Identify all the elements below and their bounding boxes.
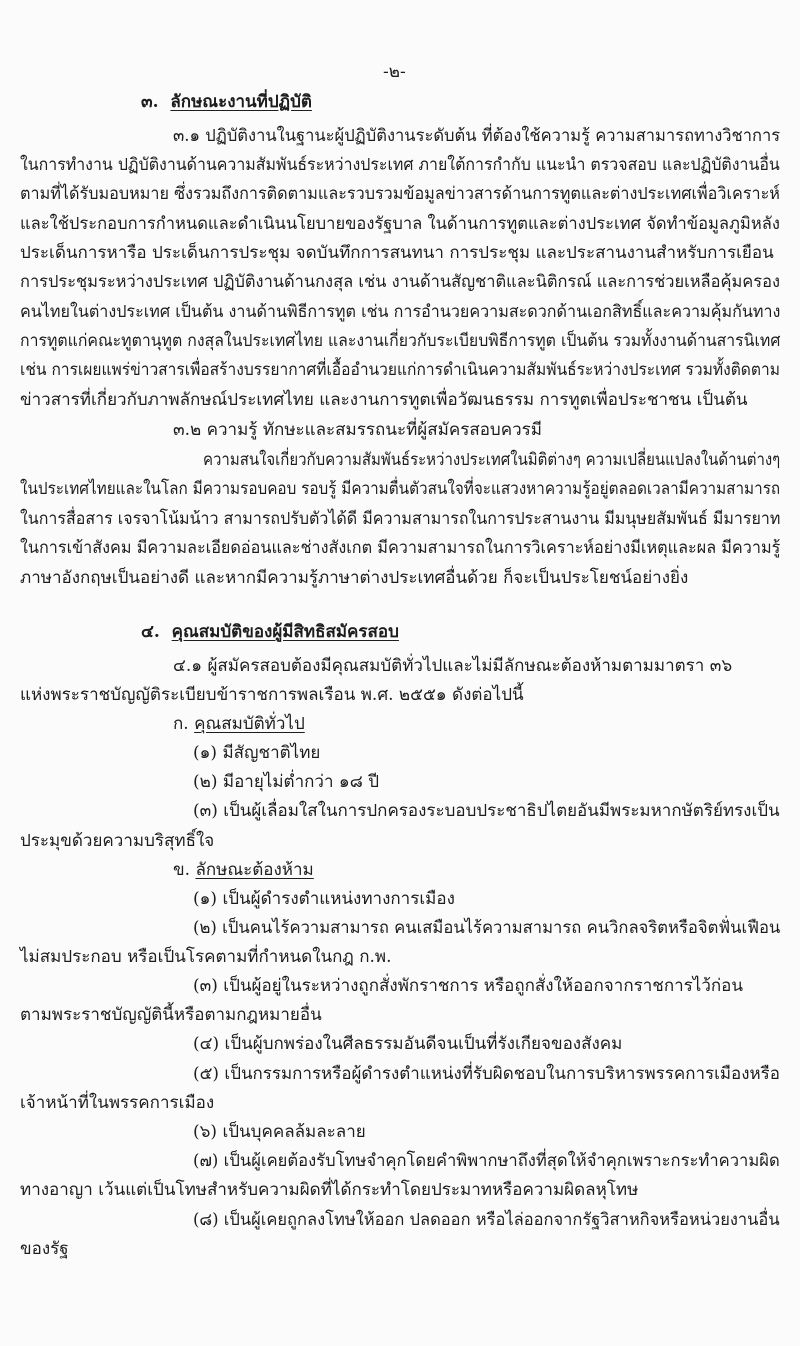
s3-p1-line: ประเด็นการหารือ ประเด็นการประชุม จดบันทึกการสนทนา การประชุม และประสานงานสำหรับการเยือน <box>20 243 774 263</box>
s3-p2-line: ภาษาอังกฤษเป็นอย่างดี และหากมีความรู้ภาษาต่างประเทศอื่นด้วย ก็จะเป็นประโยชน์อย่างยิ่ง <box>20 568 689 588</box>
general-prefix: ก. <box>173 714 189 734</box>
prohibited-item: (๑) เป็นผู้ดำรงตำแหน่งทางการเมือง <box>193 889 455 909</box>
s3-p2-line: ในประเทศไทยและในโลก มีความรอบคอบ รอบรู้ มีความตื่นตัวสนใจที่จะแสวงหาความรู้อยู่ตลอดเวลามีความสามารถ <box>20 479 781 499</box>
prohibited-title: ลักษณะต้องห้าม <box>195 860 314 880</box>
section3-heading <box>141 92 312 112</box>
prohibited-item: (๓) เป็นผู้อยู่ในระหว่างถูกสั่งพักราชการ หรือถูกสั่งให้ออกจากราชการไว้ก่อน <box>193 976 744 996</box>
prohibited-item: (๘) เป็นผู้เคยถูกลงโทษให้ออก ปลดออก หรือไล่ออกจากรัฐวิสาหกิจหรือหน่วยงานอื่น <box>193 1210 780 1230</box>
s3-p1-line: ข่าวสารที่เกี่ยวกับภาพลักษณ์ประเทศไทย และงานการทูตเพื่อวัฒนธรรม การทูตเพื่อประชาชน เป็นต้น <box>20 390 748 410</box>
general-item: (๓) เป็นผู้เลื่อมใสในการปกครองระบอบประชาธิปไตยอันมีพระมหากษัตริย์ทรงเป็น <box>193 801 780 821</box>
section3-number: ๓. <box>141 92 159 112</box>
prohibited-item: (๖) เป็นบุคคลล้มละลาย <box>193 1122 366 1142</box>
prohibited-item-cont: ทางอาญา เว้นแต่เป็นโทษสำหรับความผิดที่ได้กระทำโดยประมาทหรือความผิดลหุโทษ <box>20 1180 639 1200</box>
general-item: (๒) มีอายุไม่ต่ำกว่า ๑๘ ปี <box>193 772 380 792</box>
s3-p1-line: การทูตแก่คณะทูตานุทูต กงสุลในประเทศไทย และงานเกี่ยวกับระเบียบพิธีการทูต เป็นต้น รวมทั้งงานด้านสารนิเทศ <box>20 331 781 351</box>
s4-intro-line: ๔.๑ ผู้สมัครสอบต้องมีคุณสมบัติทั่วไปและไม่มีลักษณะต้องห้ามตามมาตรา ๓๖ <box>173 656 733 676</box>
prohibited-prefix: ข. <box>173 860 191 880</box>
section4-heading <box>141 622 399 642</box>
general-item: (๑) มีสัญชาติไทย <box>193 743 321 763</box>
prohibited-item: (๕) เป็นกรรมการหรือผู้ดำรงตำแหน่งที่รับผิดชอบในการบริหารพรรคการเมืองหรือ <box>193 1064 780 1084</box>
s3-p2-title: ๓.๒ ความรู้ ทักษะและสมรรถนะที่ผู้สมัครสอบควรมี <box>173 420 542 440</box>
s3-p1-line: ตามที่ได้รับมอบหมาย ซึ่งรวมถึงการติดตามและรวบรวมข้อมูลข่าวสารด้านการทูตและต่างประเทศเพื่อวิเคราะห์ <box>20 184 780 204</box>
prohibited-item-cont: ตามพระราชบัญญัตินี้หรือตามกฎหมายอื่น <box>20 1005 322 1025</box>
prohibited-item-cont: ไม่สมประกอบ หรือเป็นโรคตามที่กำหนดในกฎ ก.พ. <box>20 947 392 967</box>
prohibited-item: (๗) เป็นผู้เคยต้องรับโทษจำคุกโดยคำพิพากษาถึงที่สุดให้จำคุกเพราะกระทำความผิด <box>193 1151 780 1171</box>
page-number: -๒- <box>383 62 406 82</box>
s3-p2-line: ความสนใจเกี่ยวกับความสัมพันธ์ระหว่างประเทศในมิติต่างๆ ความเปลี่ยนแปลงในด้านต่างๆ <box>203 450 781 470</box>
s4-intro-line: แห่งพระราชบัญญัติระเบียบข้าราชการพลเรือน พ.ศ. ๒๕๕๑ ดังต่อไปนี้ <box>20 685 524 705</box>
prohibited-item-cont: ของรัฐ <box>20 1239 69 1259</box>
s3-p1-line: คนไทยในต่างประเทศ เป็นต้น งานด้านพิธีการทูต เช่น การอำนวยความสะดวกด้านเอกสิทธิ์และความคุ้มกันทาง <box>20 302 781 322</box>
prohibited-item-cont: เจ้าหน้าที่ในพรรคการเมือง <box>20 1093 215 1113</box>
section4-number: ๔. <box>141 622 160 642</box>
s3-p1-line: ๓.๑ ปฏิบัติงานในฐานะผู้ปฏิบัติงานระดับต้น ที่ต้องใช้ความรู้ ความสามารถทางวิชาการ <box>173 126 781 146</box>
general-item-cont: ประมุขด้วยความบริสุทธิ์ใจ <box>20 831 215 851</box>
s3-p1-line: ในการทำงาน ปฏิบัติงานด้านความสัมพันธ์ระหว่างประเทศ ภายใต้การกำกับ แนะนำ ตรวจสอบ และปฏิบัติงานอื่น <box>20 155 780 175</box>
s3-p1-line: การประชุมระหว่างประเทศ ปฏิบัติงานด้านกงสุล เช่น งานด้านสัญชาติและนิติกรณ์ และการช่วยเหลือคุ้มครอง <box>20 272 780 292</box>
s3-p2-line: ในการสื่อสาร เจรจาโน้มน้าว สามารถปรับตัวได้ดี มีความสามารถในการประสานงาน มีมนุษยสัมพันธ์ มีมารยาท <box>20 509 781 529</box>
general-title: คุณสมบัติทั่วไป <box>194 714 305 734</box>
prohibited-heading <box>173 860 314 880</box>
section4-title: คุณสมบัติของผู้มีสิทธิสมัครสอบ <box>171 622 399 642</box>
general-qualifications-heading <box>173 714 305 734</box>
s3-p2-line: ในการเข้าสังคม มีความละเอียดอ่อนและช่างสังเกต มีความสามารถในการวิเคราะห์อย่างมีเหตุและผล มีความรู้ <box>20 538 781 558</box>
section3-title: ลักษณะงานที่ปฏิบัติ <box>170 92 312 112</box>
prohibited-item: (๒) เป็นคนไร้ความสามารถ คนเสมือนไร้ความสามารถ คนวิกลจริตหรือจิตฟั่นเฟือน <box>193 918 781 938</box>
s3-p1-line: และใช้ประกอบการกำหนดและดำเนินนโยบายของรัฐบาล ในด้านการทูตและต่างประเทศ จัดทำข้อมูลภูมิหลัง <box>20 214 780 234</box>
s3-p1-line: เช่น การเผยแพร่ข่าวสารเพื่อสร้างบรรยากาศที่เอื้ออำนวยแก่การดำเนินความสัมพันธ์ระหว่างประเทศ รวมทั้งติดตาม <box>20 360 780 380</box>
prohibited-item: (๔) เป็นผู้บกพร่องในศีลธรรมอันดีจนเป็นที่รังเกียจของสังคม <box>193 1034 623 1054</box>
